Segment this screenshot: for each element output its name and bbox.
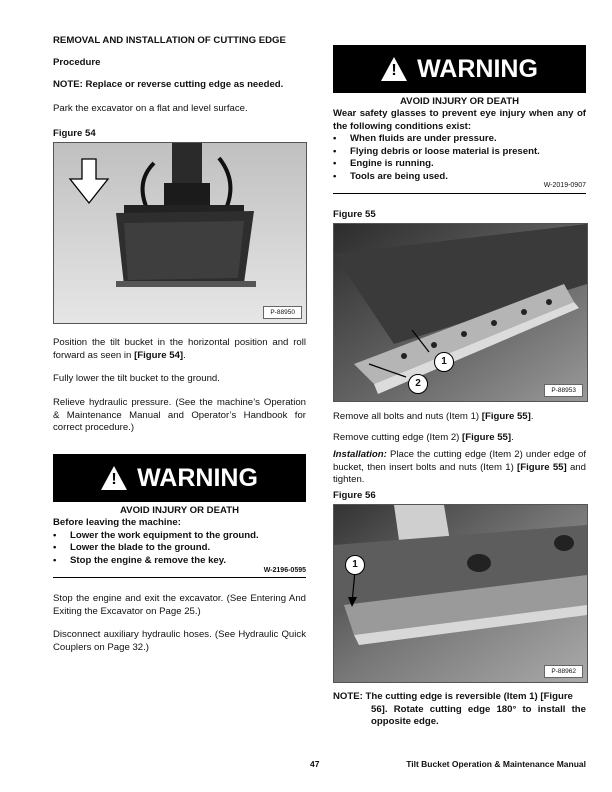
warning-right-heading: AVOID INJURY OR DEATH <box>399 96 520 107</box>
figure-56-photo <box>333 504 588 683</box>
warning-right-rule <box>333 193 586 194</box>
figure-56-callout-1: 1 <box>345 555 365 575</box>
figure-54-label: Figure 54 <box>53 128 96 139</box>
warning-left-body: Before leaving the machine: • Lower the work equipment to the ground. • Lower the blade to the ground. • Stop the engine & remove the key. <box>53 517 306 567</box>
warning-banner-right: ! WARNING <box>333 45 586 93</box>
footer-title: Tilt Bucket Operation & Maintenance Manual <box>406 759 586 769</box>
warning-triangle-icon: ! <box>101 466 127 490</box>
warning-right-item: • Tools are being used. <box>333 171 586 184</box>
warning-right-item: • Flying debris or loose material is present. <box>333 146 586 159</box>
warning-left-rule <box>53 577 306 578</box>
para-relieve: Relieve hydraulic pressure. (See the machine’s Operation & Maintenance Manual and Operator’s Handbook for correct procedure.) <box>53 397 306 433</box>
warning-triangle-icon: ! <box>381 57 407 81</box>
page-number: 47 <box>310 759 320 769</box>
warning-right-item: • When fluids are under pressure. <box>333 133 586 146</box>
warning-right-code: W-2019-0907 <box>543 182 586 189</box>
figure-55-callout-1: 1 <box>434 352 454 372</box>
para-installation: Installation: Place the cutting edge (Item 2) under edge of bucket, then insert bolts and nuts (Item 1) [Figure 55] and tighten. <box>333 449 586 485</box>
note-top: NOTE: Replace or reverse cutting edge as needed. <box>53 79 284 90</box>
procedure-heading: Procedure <box>53 57 101 68</box>
warning-left-item: • Lower the blade to the ground. <box>53 542 306 555</box>
para-remove-edge: Remove cutting edge (Item 2) [Figure 55]. <box>333 432 514 443</box>
figure-54-code: P-88950 <box>263 306 302 319</box>
warning-left-item: • Lower the work equipment to the ground. <box>53 530 306 543</box>
figure-56-label: Figure 56 <box>333 490 376 501</box>
para-lower: Fully lower the tilt bucket to the ground. <box>53 373 220 384</box>
figure-55-label: Figure 55 <box>333 209 376 220</box>
para-remove-bolts: Remove all bolts and nuts (Item 1) [Figure 55]. <box>333 411 534 422</box>
figure-55-photo <box>333 223 588 402</box>
warning-right-body: Wear safety glasses to prevent eye injury when any of the following conditions exist: • When fluids are under pressure. • Flying debris or loose material is present. • Engine is running. • Tools are being used. <box>333 108 586 183</box>
figure-54-photo <box>53 142 307 324</box>
warning-left-item: • Stop the engine & remove the key. <box>53 555 306 568</box>
park-text: Park the excavator on a flat and level surface. <box>53 103 248 114</box>
warning-banner-left: ! WARNING <box>53 454 306 502</box>
figure-55-callout-2: 2 <box>408 374 428 394</box>
warning-left-code: W-2196-0595 <box>263 567 306 574</box>
section-title: REMOVAL AND INSTALLATION OF CUTTING EDGE <box>53 35 286 46</box>
warning-right-item: • Engine is running. <box>333 158 586 171</box>
para-position: Position the tilt bucket in the horizontal position and roll forward as seen in [Figure 54]. <box>53 337 306 361</box>
warning-left-heading: AVOID INJURY OR DEATH <box>119 505 240 516</box>
para-disconnect: Disconnect auxiliary hydraulic hoses. (See Hydraulic Quick Couplers on Page 32.) <box>53 629 306 653</box>
para-stop: Stop the engine and exit the excavator. (See Entering And Exiting the Excavator on Page 25.) <box>53 593 306 617</box>
note-bottom: NOTE: The cutting edge is reversible (Item 1) [Figure 56]. Rotate cutting edge 180° to install the opposite edge. <box>333 691 586 727</box>
figure-55-code: P-88953 <box>544 384 583 397</box>
figure-56-code: P-88962 <box>544 665 583 678</box>
